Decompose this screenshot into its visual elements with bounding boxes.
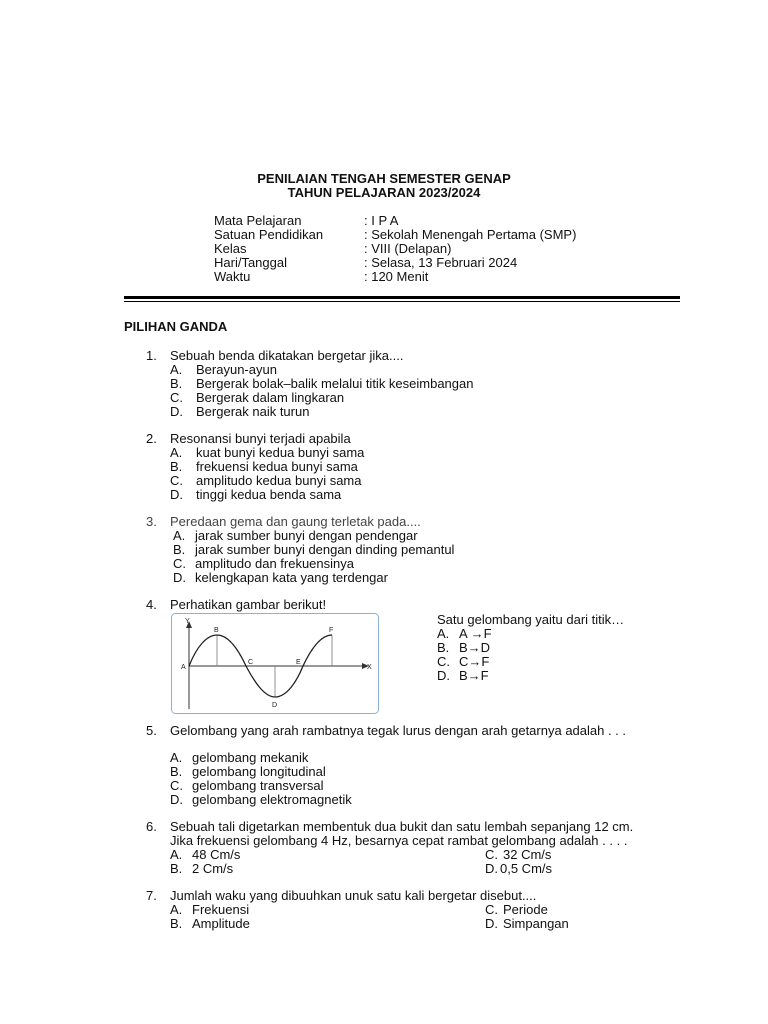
option-letter: B.: [170, 376, 183, 391]
option-letter: A.: [170, 847, 183, 862]
question-4-side-text: Satu gelombang yaitu dari titik…: [437, 612, 625, 627]
question-number: 1.: [146, 348, 157, 363]
point-a-label: A: [181, 664, 186, 671]
option-letter: D.: [437, 668, 450, 683]
option-letter: B.: [170, 861, 183, 876]
question-number: 6.: [146, 819, 157, 834]
option-letter: B.: [437, 640, 450, 655]
question-text: Sebuah tali digetarkan membentuk dua bukit dan satu lembah sepanjang 12 cm.: [170, 819, 634, 834]
option-letter: C.: [485, 847, 498, 862]
meta-label: Mata Pelajaran: [214, 213, 302, 228]
option-text: Simpangan: [503, 916, 569, 931]
divider-thin: [124, 301, 680, 302]
exam-title: PENILAIAN TENGAH SEMESTER GENAP: [257, 171, 511, 186]
option-text: 0,5 Cm/s: [500, 861, 553, 876]
option-text: kuat bunyi kedua bunyi sama: [196, 445, 365, 460]
option-text: amplitudo kedua bunyi sama: [196, 473, 362, 488]
option-text: gelombang transversal: [192, 778, 324, 793]
question-number: 5.: [146, 723, 157, 738]
option-text: gelombang mekanik: [192, 750, 309, 765]
option-text: jarak sumber bunyi dengan pendengar: [195, 528, 418, 543]
option-text: B→D: [459, 640, 491, 655]
option-text: Berayun-ayun: [196, 362, 277, 377]
option-letter: A.: [170, 750, 183, 765]
option-letter: B.: [170, 459, 183, 474]
option-letter: D.: [173, 570, 186, 585]
point-c-label: C: [248, 659, 254, 666]
question-text: Gelombang yang arah rambatnya tegak lurus dengan arah getarnya adalah . . .: [170, 723, 627, 738]
option-letter: D.: [485, 861, 498, 876]
option-text: Amplitude: [192, 916, 250, 931]
option-letter: A.: [173, 528, 186, 543]
option-text: A →F: [459, 626, 492, 641]
option-text: tinggi kedua benda sama: [196, 487, 342, 502]
meta-label: Waktu: [214, 269, 251, 284]
option-letter: C.: [170, 473, 183, 488]
option-letter: A.: [170, 445, 183, 460]
option-letter: A.: [437, 626, 450, 641]
option-letter: D.: [170, 792, 183, 807]
option-text: 32 Cm/s: [503, 847, 552, 862]
option-text: kelengkapan kata yang terdengar: [195, 570, 388, 585]
option-letter: C.: [173, 556, 186, 571]
wave-figure: [171, 613, 379, 714]
option-text: gelombang elektromagnetik: [192, 792, 352, 807]
meta-value: : VIII (Delapan): [364, 241, 452, 256]
figure-border: [172, 614, 379, 714]
option-letter: A.: [170, 362, 183, 377]
option-text: jarak sumber bunyi dengan dinding pemantul: [195, 542, 455, 557]
option-letter: C.: [170, 778, 183, 793]
option-letter: D.: [170, 487, 183, 502]
option-text: Bergerak naik turun: [196, 404, 310, 419]
option-letter: B.: [170, 916, 183, 931]
question-text: Sebuah benda dikatakan bergetar jika....: [170, 348, 404, 363]
option-text: Frekuensi: [192, 902, 250, 917]
option-text: Periode: [503, 902, 548, 917]
option-text: B→F: [459, 668, 489, 683]
meta-value: : Selasa, 13 Februari 2024: [364, 255, 518, 270]
axis-x-label: X: [367, 664, 372, 671]
question-number: 2.: [146, 431, 157, 446]
section-title: PILIHAN GANDA: [124, 319, 228, 334]
option-text: 2 Cm/s: [192, 861, 234, 876]
axis-y-label: Y: [185, 618, 190, 625]
option-text: frekuensi kedua bunyi sama: [196, 459, 358, 474]
meta-label: Satuan Pendidikan: [214, 227, 324, 242]
point-e-label: E: [296, 659, 301, 666]
meta-value: : Sekolah Menengah Pertama (SMP): [364, 227, 577, 242]
divider-thick: [124, 296, 680, 299]
option-letter: D.: [485, 916, 498, 931]
point-d-label: D: [272, 702, 278, 709]
question-number: 3.: [146, 514, 157, 529]
question-number: 4.: [146, 597, 157, 612]
option-letter: C.: [170, 390, 183, 405]
meta-label: Kelas: [214, 241, 247, 256]
question-text: Perhatikan gambar berikut!: [170, 597, 327, 612]
point-b-label: B: [214, 627, 219, 634]
question-text: Peredaan gema dan gaung terletak pada....: [170, 514, 421, 529]
exam-year: TAHUN PELAJARAN 2023/2024: [287, 185, 481, 200]
meta-value: : 120 Menit: [364, 269, 429, 284]
question-number: 7.: [146, 888, 157, 903]
question-text: Jika frekuensi gelombang 4 Hz, besarnya cepat rambat gelombang adalah . . . .: [170, 833, 628, 848]
question-text: Resonansi bunyi terjadi apabila: [170, 431, 351, 446]
option-letter: B.: [170, 764, 183, 779]
option-text: Bergerak bolak–balik melalui titik keseimbangan: [196, 376, 474, 391]
option-text: C→F: [459, 654, 490, 669]
meta-label: Hari/Tanggal: [214, 255, 287, 270]
option-letter: C.: [437, 654, 450, 669]
option-text: 48 Cm/s: [192, 847, 241, 862]
point-f-label: F: [329, 627, 334, 634]
option-letter: A.: [170, 902, 183, 917]
meta-value: : I P A: [364, 213, 399, 228]
question-text: Jumlah waku yang dibuuhkan unuk satu kali bergetar disebut....: [170, 888, 537, 903]
option-letter: D.: [170, 404, 183, 419]
option-text: amplitudo dan frekuensinya: [195, 556, 354, 571]
option-text: Bergerak dalam lingkaran: [196, 390, 345, 405]
option-letter: C.: [485, 902, 498, 917]
option-letter: B.: [173, 542, 186, 557]
option-text: gelombang longitudinal: [192, 764, 326, 779]
